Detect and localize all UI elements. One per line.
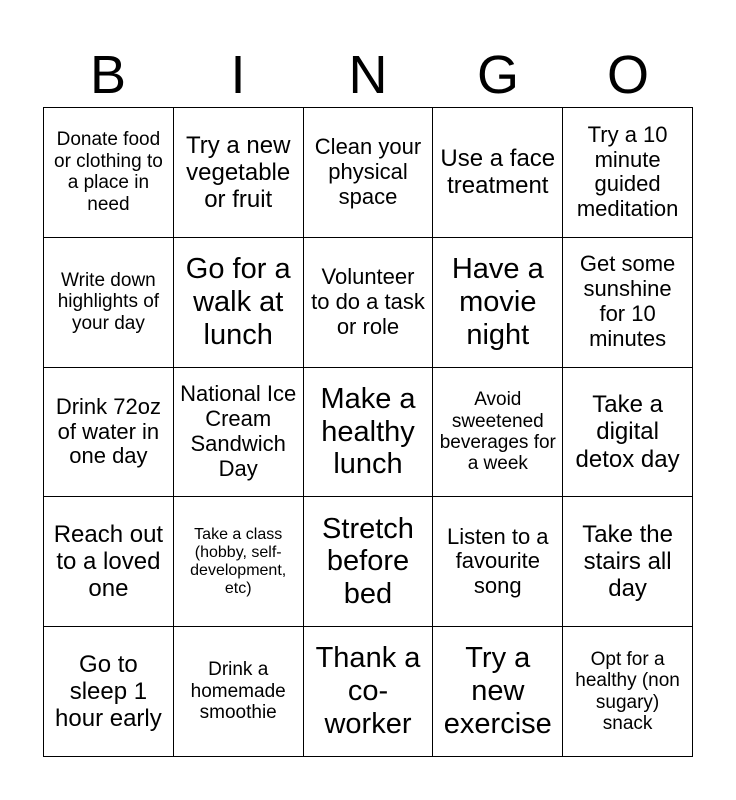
bingo-cell-r2-c1[interactable] [44,238,174,368]
cell-text: Write down highlights of your day [57,269,160,334]
bingo-cell-r4-c4[interactable] [433,497,563,627]
bingo-header [43,44,693,106]
bingo-cell-r5-c1[interactable] [44,627,174,757]
bingo-cell-r4-c2[interactable] [174,497,304,627]
cell-text: Drink 72oz of water in one day [55,393,161,469]
cell-text: Volunteer to do a task or role [311,263,425,339]
bingo-cell-r4-c5[interactable] [563,497,693,627]
bingo-cell-r1-c2[interactable] [174,108,304,238]
cell-text: Go for a walk at lunch [185,253,291,351]
bingo-cell-r1-c1[interactable] [44,108,174,238]
bingo-cell-r3-c4[interactable] [433,368,563,498]
bingo-board [43,107,693,757]
cell-text: Try a 10 minute guided meditation [576,121,679,222]
bingo-cell-r4-c3[interactable] [304,497,434,627]
bingo-cell-r5-c3[interactable] [304,627,434,757]
header-letter-b: B [89,45,127,105]
bingo-cell-r1-c5[interactable] [563,108,693,238]
cell-text: Stretch before bed [322,512,414,611]
cell-text: Clean your physical space [314,134,422,209]
bingo-cell-r4-c1[interactable] [44,497,174,627]
cell-text: Get some sunshine for 10 minutes [579,251,676,352]
bingo-cell-r5-c5[interactable] [563,627,693,757]
cell-text: Take the stairs all day [582,521,673,603]
cell-text: Reach out to a loved one [53,521,164,603]
header-letter-i: I [230,45,246,105]
cell-text: Take a digital detox day [575,391,680,473]
cell-text: Try a new exercise [443,642,552,740]
bingo-cell-r3-c2[interactable] [174,368,304,498]
cell-text: Opt for a healthy (non sugary) snack [575,648,680,735]
cell-text: Listen to a favourite song [447,523,549,599]
cell-text: Have a movie night [451,253,544,351]
cell-text: Try a new vegetable or fruit [185,131,291,213]
bingo-cell-r2-c2[interactable] [174,238,304,368]
bingo-cell-r3-c5[interactable] [563,368,693,498]
cell-text: Use a face treatment [440,145,556,200]
bingo-cell-r2-c3[interactable] [304,238,434,368]
bingo-cell-r1-c3[interactable] [304,108,434,238]
bingo-cell-r2-c5[interactable] [563,238,693,368]
bingo-cell-r1-c4[interactable] [433,108,563,238]
cell-text: Take a class (hobby, self-development, etc) [190,525,287,597]
bingo-cell-r5-c4[interactable] [433,627,563,757]
cell-text: Drink a homemade smoothie [190,659,286,724]
header-letter-o: O [606,45,649,105]
bingo-cell-r5-c2[interactable] [174,627,304,757]
bingo-cell-r3-c1[interactable] [44,368,174,498]
bingo-cell-r3-c3[interactable] [304,368,434,498]
cell-text: Make a healthy lunch [320,382,416,481]
bingo-cell-r2-c4[interactable] [433,238,563,368]
header-letter-n: N [348,45,388,105]
cell-text: Thank a co-worker [315,642,421,740]
header-letter-g: G [476,45,519,105]
cell-text: Go to sleep 1 hour early [55,650,162,733]
cell-text: Avoid sweetened beverages for a week [439,389,556,475]
cell-text: National Ice Cream Sandwich Day [180,381,297,481]
cell-text: Donate food or clothing to a place in need [54,129,163,215]
